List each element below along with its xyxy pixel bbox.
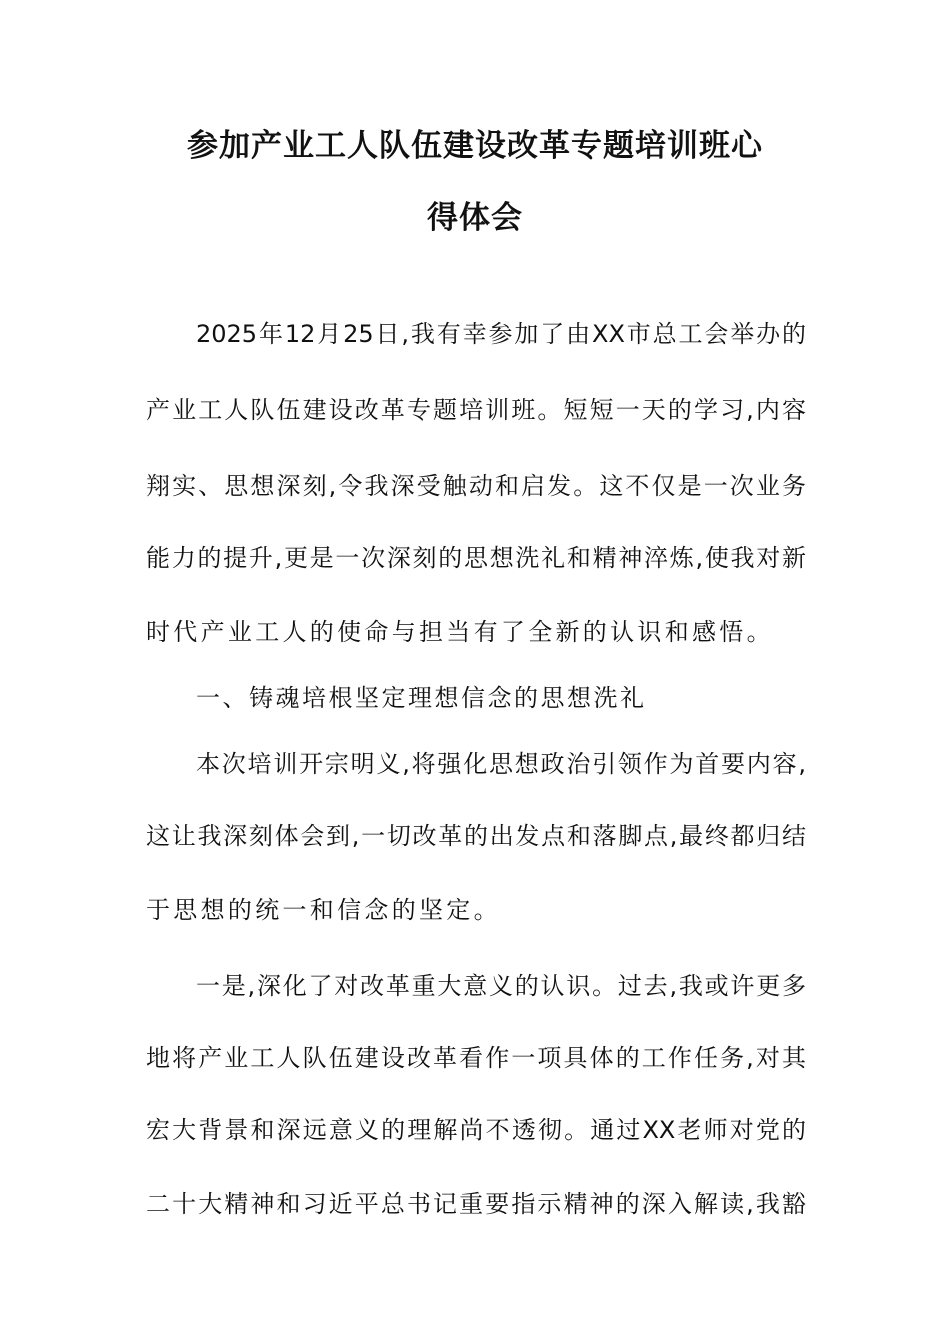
- paragraph-line: 一是,深化了对改革重大意义的认识。过去,我或许更多: [196, 972, 806, 1000]
- paragraph-line: 本次培训开宗明义,将强化思想政治引领作为首要内容,: [196, 750, 806, 778]
- paragraph-line: 地将产业工人队伍建设改革看作一项具体的工作任务,对其: [146, 1044, 806, 1072]
- document-title-line-1: 参加产业工人队伍建设改革专题培训班心: [187, 128, 763, 164]
- paragraph-line: 能力的提升,更是一次深刻的思想洗礼和精神淬炼,使我对新: [146, 544, 806, 572]
- paragraph-line: 二十大精神和习近平总书记重要指示精神的深入解读,我豁: [146, 1190, 806, 1218]
- paragraph-line: 翔实、思想深刻,令我深受触动和启发。这不仅是一次业务: [146, 472, 806, 500]
- section-heading: 一、铸魂培根坚定理想信念的思想洗礼: [196, 684, 647, 712]
- paragraph-line: 宏大背景和深远意义的理解尚不透彻。通过XX老师对党的: [146, 1116, 806, 1144]
- paragraph-line: 于思想的统一和信念的坚定。: [146, 896, 501, 924]
- paragraph-line: 这让我深刻体会到,一切改革的出发点和落脚点,最终都归结: [146, 822, 806, 850]
- paragraph-line: 2025年12月25日,我有幸参加了由XX市总工会举办的: [196, 320, 806, 348]
- paragraph-line: 时代产业工人的使命与担当有了全新的认识和感悟。: [146, 618, 774, 646]
- document-title-line-2: 得体会: [427, 200, 523, 236]
- paragraph-line: 产业工人队伍建设改革专题培训班。短短一天的学习,内容: [146, 396, 806, 424]
